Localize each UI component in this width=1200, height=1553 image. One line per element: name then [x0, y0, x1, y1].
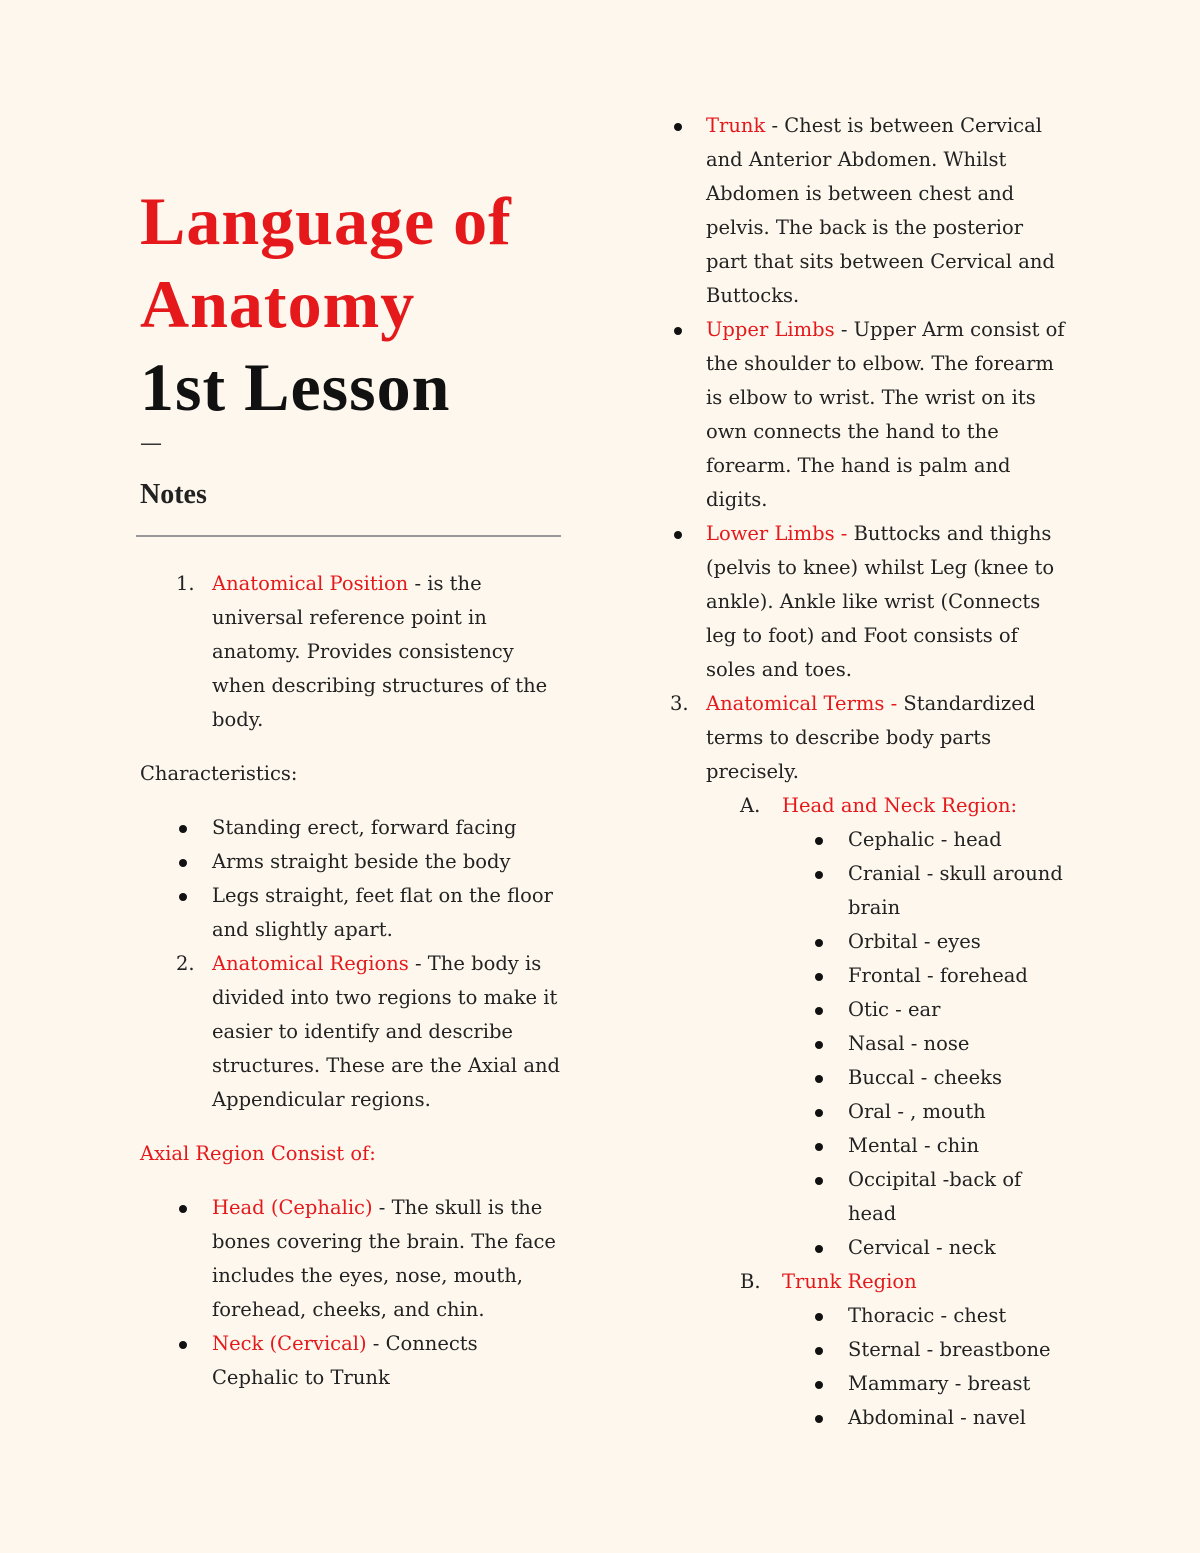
bullet-icon [815, 1313, 823, 1321]
bullet-icon [179, 893, 187, 901]
list-item-upper-limbs [668, 313, 1068, 517]
characteristic-text: Standing erect, forward facing [212, 816, 517, 839]
term-description: - Connects Cephalic to Trunk [212, 1332, 478, 1389]
term-text: Thoracic - chest [848, 1304, 1007, 1327]
characteristic-text: Arms straight beside the body [212, 850, 511, 873]
list-item-trunk [668, 109, 1068, 313]
bullet-icon [815, 1245, 823, 1253]
term-description: - Upper Arm consist of the shoulder to elbow. The forearm is elbow to wrist. The wrist on its own connects the hand to the forearm. The hand is palm and digits. [706, 318, 1065, 511]
list-item-lower-limbs [668, 517, 1068, 687]
list-item [140, 845, 570, 879]
term-text: Oral - , mouth [848, 1100, 986, 1123]
term-text: Frontal - forehead [848, 964, 1028, 987]
term-text: Orbital - eyes [848, 930, 981, 953]
bullet-icon [815, 973, 823, 981]
term-text: Mental - chin [848, 1134, 980, 1157]
title-dash: — [140, 431, 162, 456]
bullet-icon [815, 837, 823, 845]
list-item-head [140, 1191, 570, 1327]
document-title [140, 180, 570, 429]
list-item-anatomical-regions [140, 947, 570, 1117]
notes-heading: Notes [140, 479, 207, 510]
list-item-anatomical-position [140, 567, 570, 737]
term-description: Standardized terms to describe body parts precisely. [706, 692, 1036, 783]
list-item [668, 1061, 1068, 1095]
term-label: Neck (Cervical) [212, 1332, 367, 1355]
bullet-icon [815, 1177, 823, 1185]
list-item [668, 857, 1068, 925]
list-item-anatomical-terms [668, 687, 1068, 789]
characteristics-label: Characteristics: [140, 762, 298, 785]
bullet-icon [815, 1347, 823, 1355]
term-label: Anatomical Regions [212, 952, 409, 975]
bullet-icon [815, 1109, 823, 1117]
bullet-icon [815, 939, 823, 947]
term-description: - is the universal reference point in anatomy. Provides consistency when describing structures of the body. [212, 572, 548, 731]
bullet-icon [179, 825, 187, 833]
bullet-icon [815, 1041, 823, 1049]
term-description: - The skull is the bones covering the brain. The face includes the eyes, nose, mouth, forehead, cheeks, and chin. [212, 1196, 556, 1321]
term-description: - The body is divided into two regions to make it easier to identify and describe structures. These are the Axial and Appendicular regions. [212, 952, 561, 1111]
list-item [668, 959, 1068, 993]
term-text: Otic - ear [848, 998, 941, 1021]
term-text: Mammary - breast [848, 1372, 1031, 1395]
term-label: Head (Cephalic) [212, 1196, 373, 1219]
head-neck-terms-list [668, 823, 1068, 1265]
axial-region-label: Axial Region Consist of: [140, 1142, 376, 1165]
bullet-icon [815, 1415, 823, 1423]
bullet-icon [674, 531, 682, 539]
term-label: Lower Limbs - [706, 522, 848, 545]
list-item [668, 1129, 1068, 1163]
list-marker: 2. [176, 952, 195, 975]
title-line-3: 1st Lesson [140, 349, 451, 425]
list-item [668, 993, 1068, 1027]
term-label: Upper Limbs [706, 318, 835, 341]
list-item [668, 1299, 1068, 1333]
section-label: Head and Neck Region: [782, 794, 1018, 817]
list-item [140, 811, 570, 845]
list-item [668, 1163, 1068, 1231]
list-marker: 3. [670, 692, 689, 715]
section-marker: B. [740, 1270, 761, 1293]
bullet-icon [815, 1075, 823, 1083]
bullet-icon [815, 1381, 823, 1389]
term-text: Nasal - nose [848, 1032, 970, 1055]
list-marker: 1. [176, 572, 195, 595]
term-text: Sternal - breastbone [848, 1338, 1051, 1361]
section-head-neck [668, 789, 1068, 823]
trunk-terms-list [668, 1299, 1068, 1435]
right-column [668, 109, 1068, 1435]
list-item [668, 823, 1068, 857]
list-item [668, 1231, 1068, 1265]
bullet-icon [815, 871, 823, 879]
title-line-1: Language of [140, 183, 512, 259]
list-item [140, 879, 570, 947]
list-item [668, 925, 1068, 959]
term-label: Anatomical Terms - [706, 692, 898, 715]
term-text: Cranial - skull around brain [848, 862, 1063, 919]
term-description: Buttocks and thighs (pelvis to knee) whilst Leg (knee to ankle). Ankle like wrist (Connects leg to foot) and Foot consists of soles and toes. [706, 522, 1055, 681]
bullet-icon [179, 1205, 187, 1213]
bullet-icon [815, 1007, 823, 1015]
divider [136, 535, 561, 537]
list-item-neck [140, 1327, 570, 1395]
section-marker: A. [740, 794, 761, 817]
title-line-2: Anatomy [140, 266, 416, 342]
list-item [668, 1027, 1068, 1061]
bullet-icon [179, 1341, 187, 1349]
list-item [668, 1401, 1068, 1435]
section-label: Trunk Region [782, 1270, 917, 1293]
bullet-icon [674, 327, 682, 335]
term-label: Trunk [706, 114, 766, 137]
term-label: Anatomical Position [212, 572, 409, 595]
list-item [668, 1333, 1068, 1367]
term-description: - Chest is between Cervical and Anterior Abdomen. Whilst Abdomen is between chest and pelvis. The back is the posterior part that sits between Cervical and Buttocks. [706, 114, 1055, 307]
list-item [668, 1095, 1068, 1129]
section-trunk [668, 1265, 1068, 1299]
characteristic-text: Legs straight, feet flat on the floor and slightly apart. [212, 884, 553, 941]
term-text: Cephalic - head [848, 828, 1002, 851]
term-text: Buccal - cheeks [848, 1066, 1002, 1089]
left-column [140, 180, 570, 1395]
term-text: Abdominal - navel [848, 1406, 1026, 1429]
bullet-icon [179, 859, 187, 867]
term-text: Occipital -back of head [848, 1168, 1022, 1225]
bullet-icon [674, 123, 682, 131]
term-text: Cervical - neck [848, 1236, 996, 1259]
list-item [668, 1367, 1068, 1401]
bullet-icon [815, 1143, 823, 1151]
